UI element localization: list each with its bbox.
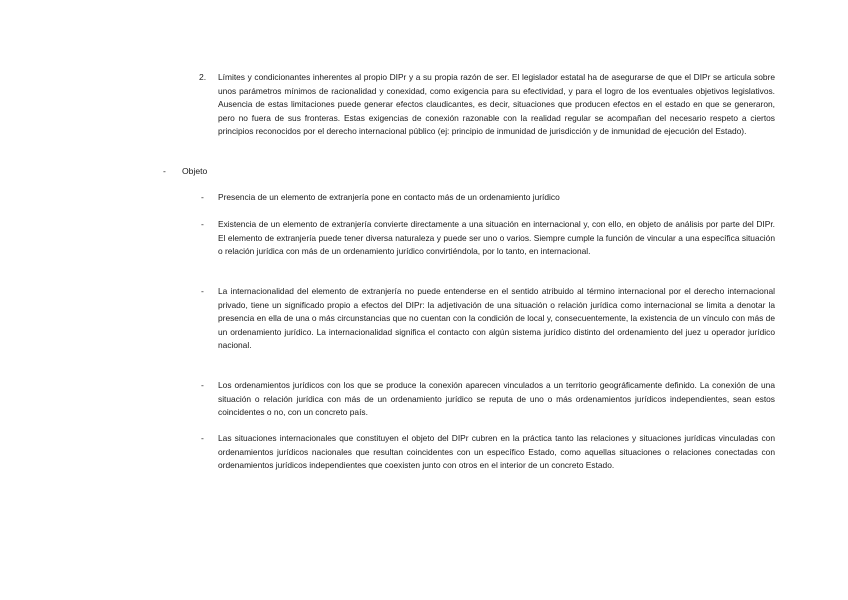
bullet-paragraph: Existencia de un elemento de extranjería convierte directamente a una situación en internacional y, con ello, en objeto de análisis por parte del DIPr. El elemento de extranjería puede tener diversa naturaleza y puede ser uno o varios. Siempre cumple la función de vincular a una específica situación o relación jurídica con más de un ordenamiento jurídico convirtiéndola, por lo tanto, en internacional.	[218, 219, 775, 256]
bullet-paragraph: Presencia de un elemento de extranjería pone en contacto más de un ordenamiento jurídico	[218, 192, 560, 202]
section-heading: Objeto	[182, 166, 208, 176]
bullet-paragraph: Las situaciones internacionales que constituyen el objeto del DIPr cubren en la práctica tanto las relaciones y situaciones jurídicas vinculadas con ordenamientos jurídicos nacionales que resultan coincidentes con un específico Estado, como aquellas situaciones o relaciones conectadas con ordenamientos jurídicos independientes que coexisten junto con otros en el interior de un concreto Estado.	[218, 433, 775, 470]
bullet-marker: -	[201, 192, 204, 202]
bullet-marker: -	[201, 286, 204, 296]
bullet-paragraph: Los ordenamientos jurídicos con los que se produce la conexión aparecen vinculados a un territorio geográficamente definido. La conexión de una situación o relación jurídica con más de un ordenamiento jurídico se reputa de uno o más ordenamientos jurídicos independientes, sean estos coincidentes o no, con un concreto país.	[218, 380, 775, 417]
bullet-marker: -	[201, 219, 204, 229]
section-bullet-marker: -	[163, 166, 166, 176]
numbered-paragraph: Límites y condicionantes inherentes al propio DIPr y a su propia razón de ser. El legislador estatal ha de asegurarse de que el DIPr se articula sobre unos parámetros mínimos de racionalidad y conexidad, como exigencia para su efectividad, y para el logro de los eventuales objetivos legislativos. Ausencia de estas limitaciones puede generar efectos claudicantes, es decir, situaciones que producen efectos en el estado en que se generaron, pero no fuera de sus fronteras. Estas exigencias de conexión razonable con la realidad regular se acompañan del necesario respeto a ciertos principios reconocidos por el derecho internacional público (ej: principio de inmunidad de jurisdicción y de inmunidad de ejecución del Estado).	[218, 72, 775, 136]
bullet-marker: -	[201, 380, 204, 390]
list-number: 2.	[199, 72, 207, 82]
bullet-paragraph: La internacionalidad del elemento de extranjería no puede entenderse en el sentido atribuido al término internacional por el derecho internacional privado, tiene un significado propio a efectos del DIPr: la adjetivación de una situación o relación jurídica como internacional se limita a denotar la presencia en ella de una o más circunstancias que no cuentan con la condición de local y, consecuentemente, la existencia de un vínculo con más de un ordenamiento jurídico. La internacionalidad significa el contacto con algún sistema jurídico distinto del ordenamiento del juez u operador jurídico nacional.	[218, 286, 775, 350]
bullet-marker: -	[201, 433, 204, 443]
